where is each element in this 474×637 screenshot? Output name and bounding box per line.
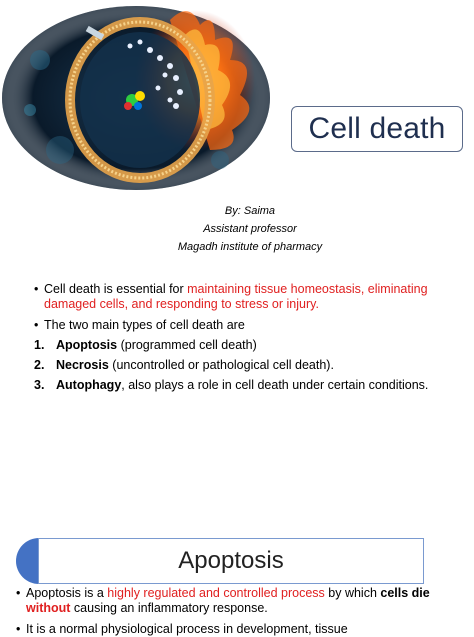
intro-highlight: maintaining tissue homeostasis, eliminating damaged cells, and responding to stress or injury. bbox=[44, 282, 428, 311]
type-number: 1. bbox=[34, 338, 45, 352]
bullet-dot: • bbox=[16, 586, 21, 600]
bullet-dot: • bbox=[34, 282, 39, 296]
author-institute: Magadh institute of pharmacy bbox=[177, 241, 323, 253]
type-item-autophagy bbox=[34, 378, 466, 393]
type-name: Apoptosis bbox=[56, 338, 118, 352]
p1-text-a: Apoptosis is a bbox=[26, 586, 108, 600]
apoptosis-bullet-1 bbox=[16, 586, 466, 616]
type-number: 2. bbox=[34, 358, 45, 372]
author-position: Assistant professor bbox=[203, 223, 297, 235]
cell-death-illustration bbox=[0, 0, 272, 196]
apoptosis-section bbox=[16, 586, 466, 637]
type-item-necrosis bbox=[34, 358, 466, 373]
intro-text: Cell death is essential for bbox=[44, 282, 188, 296]
type-number: 3. bbox=[34, 378, 45, 392]
byline bbox=[150, 202, 350, 256]
apoptosis-bullet-2 bbox=[16, 622, 466, 637]
bullet-dot: • bbox=[16, 622, 21, 636]
p1-text-f: causing an inflammatory response. bbox=[70, 601, 268, 615]
type-desc: , also plays a role in cell death under certain conditions. bbox=[121, 378, 429, 392]
p1-highlight: highly regulated and controlled process bbox=[107, 586, 325, 600]
bullet-dot: • bbox=[34, 318, 39, 332]
apoptosis-title: Apoptosis bbox=[178, 547, 284, 574]
type-name: Necrosis bbox=[56, 358, 109, 372]
type-desc: (programmed cell death) bbox=[117, 338, 257, 352]
slide-title-box bbox=[291, 106, 463, 152]
p1-red-bold: without bbox=[26, 601, 71, 615]
banner-box bbox=[38, 538, 424, 584]
types-heading: The two main types of cell death are bbox=[44, 318, 245, 332]
types-bullet bbox=[34, 318, 466, 333]
type-desc: (uncontrolled or pathological cell death). bbox=[108, 358, 334, 372]
type-name: Autophagy bbox=[56, 378, 122, 392]
p1-bold: cells die bbox=[380, 586, 430, 600]
apoptosis-title-banner bbox=[16, 538, 424, 584]
intro-section bbox=[34, 282, 466, 393]
p1-text-c: by which bbox=[324, 586, 381, 600]
slide-title: Cell death bbox=[308, 112, 446, 145]
intro-bullet bbox=[34, 282, 466, 312]
p2-text: It is a normal physiological process in development, tissue bbox=[26, 622, 348, 636]
type-item-apoptosis bbox=[34, 338, 466, 353]
author: By: Saima bbox=[224, 205, 276, 217]
